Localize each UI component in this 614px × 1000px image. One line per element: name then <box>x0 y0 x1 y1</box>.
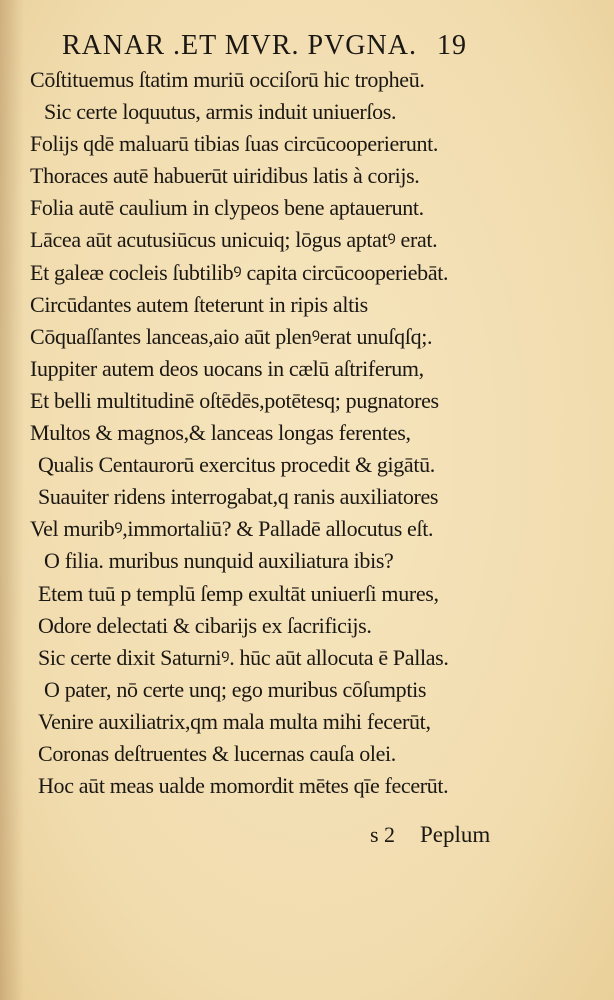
verse-line: Sic certe loquutus, armis induit uniuerſos. <box>44 99 397 125</box>
verse-line: Lācea aūt acutusiūcus unicuiq; lōgus aptatꝰ erat. <box>30 227 438 253</box>
verse-line: Qualis Centaurorū exercitus procedit & gigātū. <box>38 452 435 478</box>
verse-line: Vel muribꝰ,immortaliū? & Palladē allocutus eſt. <box>30 516 434 542</box>
running-title: RANAR .ET MVR. PVGNA. <box>62 30 417 61</box>
page-number: 19 <box>436 30 467 61</box>
verse-line: Odore delectati & cibarijs ex ſacrificijs. <box>38 612 372 638</box>
verse-line: Et galeæ cocleis ſubtilibꝰ capita circūcooperiebāt. <box>30 259 449 285</box>
verse-line: Multos & magnos,& lanceas longas ferentes, <box>30 420 411 446</box>
verse-line: Cōquaſſantes lanceas,aio aūt plenꝰerat unuſqſq;. <box>30 323 433 349</box>
gutter-shadow <box>0 0 24 1000</box>
verse-line: O filia. muribus nunquid auxiliatura ibis? <box>44 548 394 574</box>
signature-mark: s 2 <box>370 822 396 847</box>
verse-line: Sic certe dixit Saturniꝰ. hūc aūt allocuta ē Pallas. <box>38 644 449 670</box>
verse-line: Folijs qdē maluarū tibias ſuas circūcooperierunt. <box>30 131 439 157</box>
catchword: Peplum <box>420 822 491 847</box>
verse-line: Etem tuū p templū ſemp exultāt uniuerſi mures, <box>38 580 439 606</box>
verse-line: Hoc aūt meas ualde momordit mētes qīe fecerūt. <box>38 773 449 799</box>
verse-line: Folia autē caulium in clypeos bene aptauerunt. <box>30 195 424 221</box>
verse-line: Thoraces autē habuerūt uiridibus latis à corijs. <box>30 163 420 189</box>
running-header <box>62 30 467 62</box>
verse-line: Suauiter ridens interrogabat,q ranis auxiliatores <box>38 484 439 510</box>
verse-block <box>30 64 550 802</box>
verse-line: Venire auxiliatrix,qm mala multa mihi fecerūt, <box>38 708 431 734</box>
verse-line: Circūdantes autem ſteterunt in ripis altis <box>30 291 368 317</box>
verse-line: Et belli multitudinē oſtēdēs,potētesq; pugnatores <box>30 387 439 413</box>
verse-line: Coronas deſtruentes & lucernas cauſa olei. <box>38 740 396 766</box>
verse-line: O pater, nō certe unq; ego muribus cōſumptis <box>44 676 427 702</box>
verse-line: Iuppiter autem deos uocans in cælū aſtriferum, <box>30 355 424 381</box>
verse-line: Cōſtituemus ſtatim muriū occiſorū hic tropheū. <box>30 67 425 92</box>
